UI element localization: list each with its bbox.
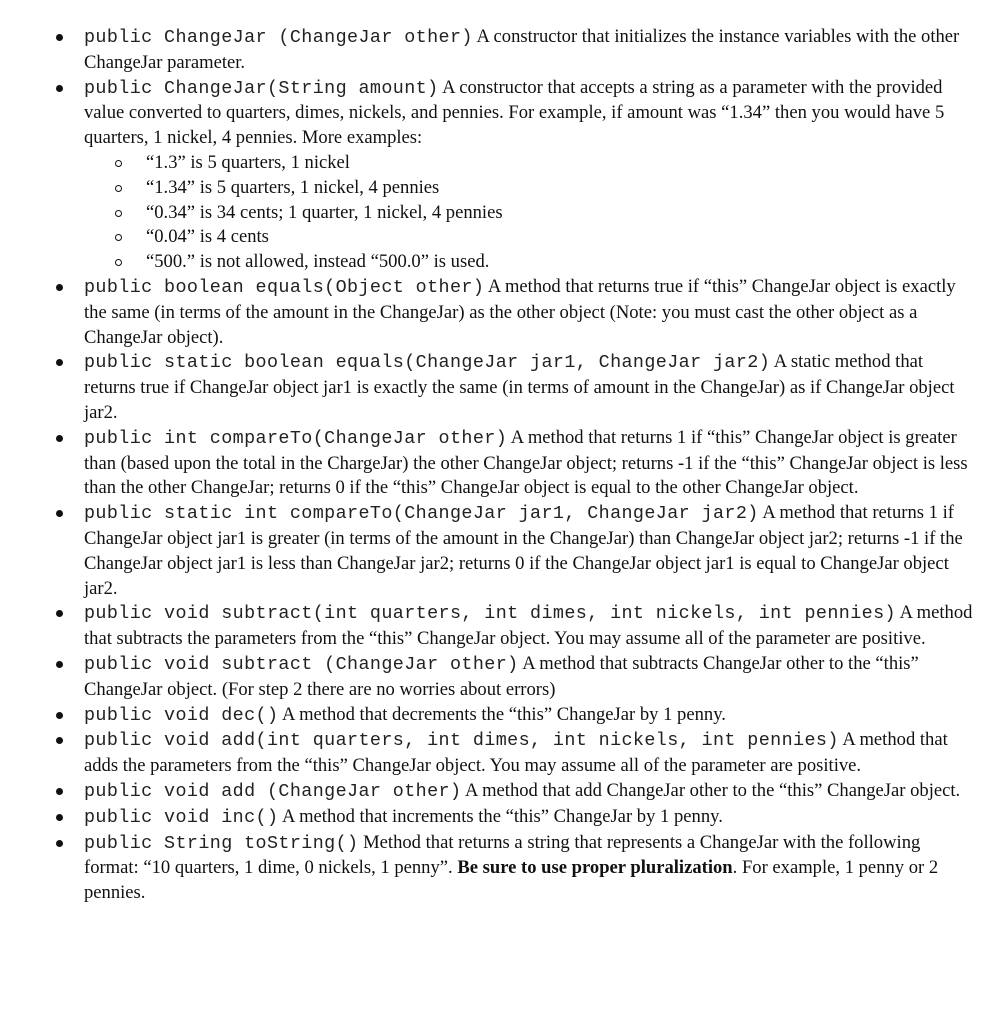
method-description: A constructor that initializes the instance variables with the other ChangeJar parameter. <box>84 26 960 73</box>
method-description: A method that adds the parameters from the “this” ChangeJar object. You may assume all of the parameter are positive. <box>84 729 948 777</box>
method-description: A method that decrements the “this” ChangeJar by 1 penny. <box>282 703 726 725</box>
list-item <box>0 426 978 501</box>
example-item: “0.04” is 4 cents <box>84 225 978 250</box>
bold-emphasis: Be sure to use proper pluralization <box>457 857 733 879</box>
method-signature: public void inc() <box>84 806 279 828</box>
method-signature: public void subtract (ChangeJar other) <box>84 653 519 675</box>
method-list <box>0 25 978 906</box>
method-signature: public void add(int quarters, int dimes, int nickels, int pennies) <box>84 730 839 752</box>
list-item <box>0 350 978 425</box>
example-item: “1.3” is 5 quarters, 1 nickel <box>84 151 978 176</box>
list-item <box>0 805 978 831</box>
list-item <box>0 25 978 76</box>
list-item <box>0 831 978 906</box>
method-signature: public int compareTo(ChangeJar other) <box>84 427 508 449</box>
example-item: “500.” is not allowed, instead “500.0” is used. <box>84 250 978 275</box>
method-signature: public static boolean equals(ChangeJar jar1, ChangeJar jar2) <box>84 352 771 374</box>
list-item <box>0 76 978 275</box>
method-description: A method that returns true if “this” ChangeJar object is exactly the same (in terms of the amount in the ChangeJar) as the other object (Note: you must cast the other object as a ChangeJar object). <box>84 275 956 348</box>
example-item: “0.34” is 34 cents; 1 quarter, 1 nickel, 4 pennies <box>84 201 978 226</box>
method-description: A method that add ChangeJar other to the “this” ChangeJar object. <box>465 779 961 801</box>
method-signature: public ChangeJar (ChangeJar other) <box>84 27 473 48</box>
method-signature: public boolean equals(Object other) <box>84 276 485 298</box>
list-item <box>0 601 978 652</box>
method-description: Method that returns a string that represents a ChangeJar with the following format: “10 quarters, 1 dime, 0 nickels, 1 penny”. <box>84 831 921 879</box>
method-description: A method that subtracts ChangeJar other to the “this” ChangeJar object. (For step 2 there are no worries about errors) <box>84 652 919 700</box>
method-description: A method that returns 1 if “this” ChangeJar object is greater than (based upon the total in the ChargeJar) the other ChangeJar object; returns -1 if the “this” ChangeJar object is less than the other ChangeJar; returns 0 if the “this” ChangeJar object is equal to the other ChangeJar object. <box>84 426 968 499</box>
method-signature: public void subtract(int quarters, int dimes, int nickels, int pennies) <box>84 603 896 625</box>
method-description: A constructor that accepts a string as a parameter with the provided value converted to quarters, dimes, nickels, and pennies. For example, if amount was “1.34” then you would have 5 quarters, 1 nickel, 4 pennies. More examples: <box>84 76 945 149</box>
list-item <box>0 728 978 779</box>
method-description: A method that subtracts the parameters from the “this” ChangeJar object. You may assume all of the parameter are positive. <box>84 602 973 650</box>
method-signature: public ChangeJar(String amount) <box>84 77 439 99</box>
list-item <box>0 501 978 601</box>
examples-list <box>84 151 978 275</box>
method-signature: public static int compareTo(ChangeJar jar1, ChangeJar jar2) <box>84 503 759 525</box>
example-item: “1.34” is 5 quarters, 1 nickel, 4 pennies <box>84 176 978 201</box>
list-item <box>0 652 978 703</box>
method-signature: public String toString() <box>84 832 359 854</box>
method-signature: public void dec() <box>84 704 279 726</box>
list-item <box>0 779 978 805</box>
method-description: A static method that returns true if ChangeJar object jar1 is exactly the same (in terms of amount in the ChangeJar) as if ChangeJar object jar2. <box>84 351 955 423</box>
method-description: A method that returns 1 if ChangeJar object jar1 is greater (in terms of the amount in the ChangeJar) than ChangeJar object jar2; returns -1 if the ChangeJar object jar1 is less than ChangeJar jar2; returns 0 if the ChangeJar object jar1 is equal to ChangeJar object jar2. <box>84 502 963 599</box>
method-description: A method that increments the “this” ChangeJar by 1 penny. <box>282 805 723 827</box>
method-signature: public void add (ChangeJar other) <box>84 780 462 802</box>
list-item <box>0 703 978 729</box>
method-description-tail: . For example, 1 penny or 2 pennies. <box>84 857 939 904</box>
list-item <box>0 275 978 350</box>
